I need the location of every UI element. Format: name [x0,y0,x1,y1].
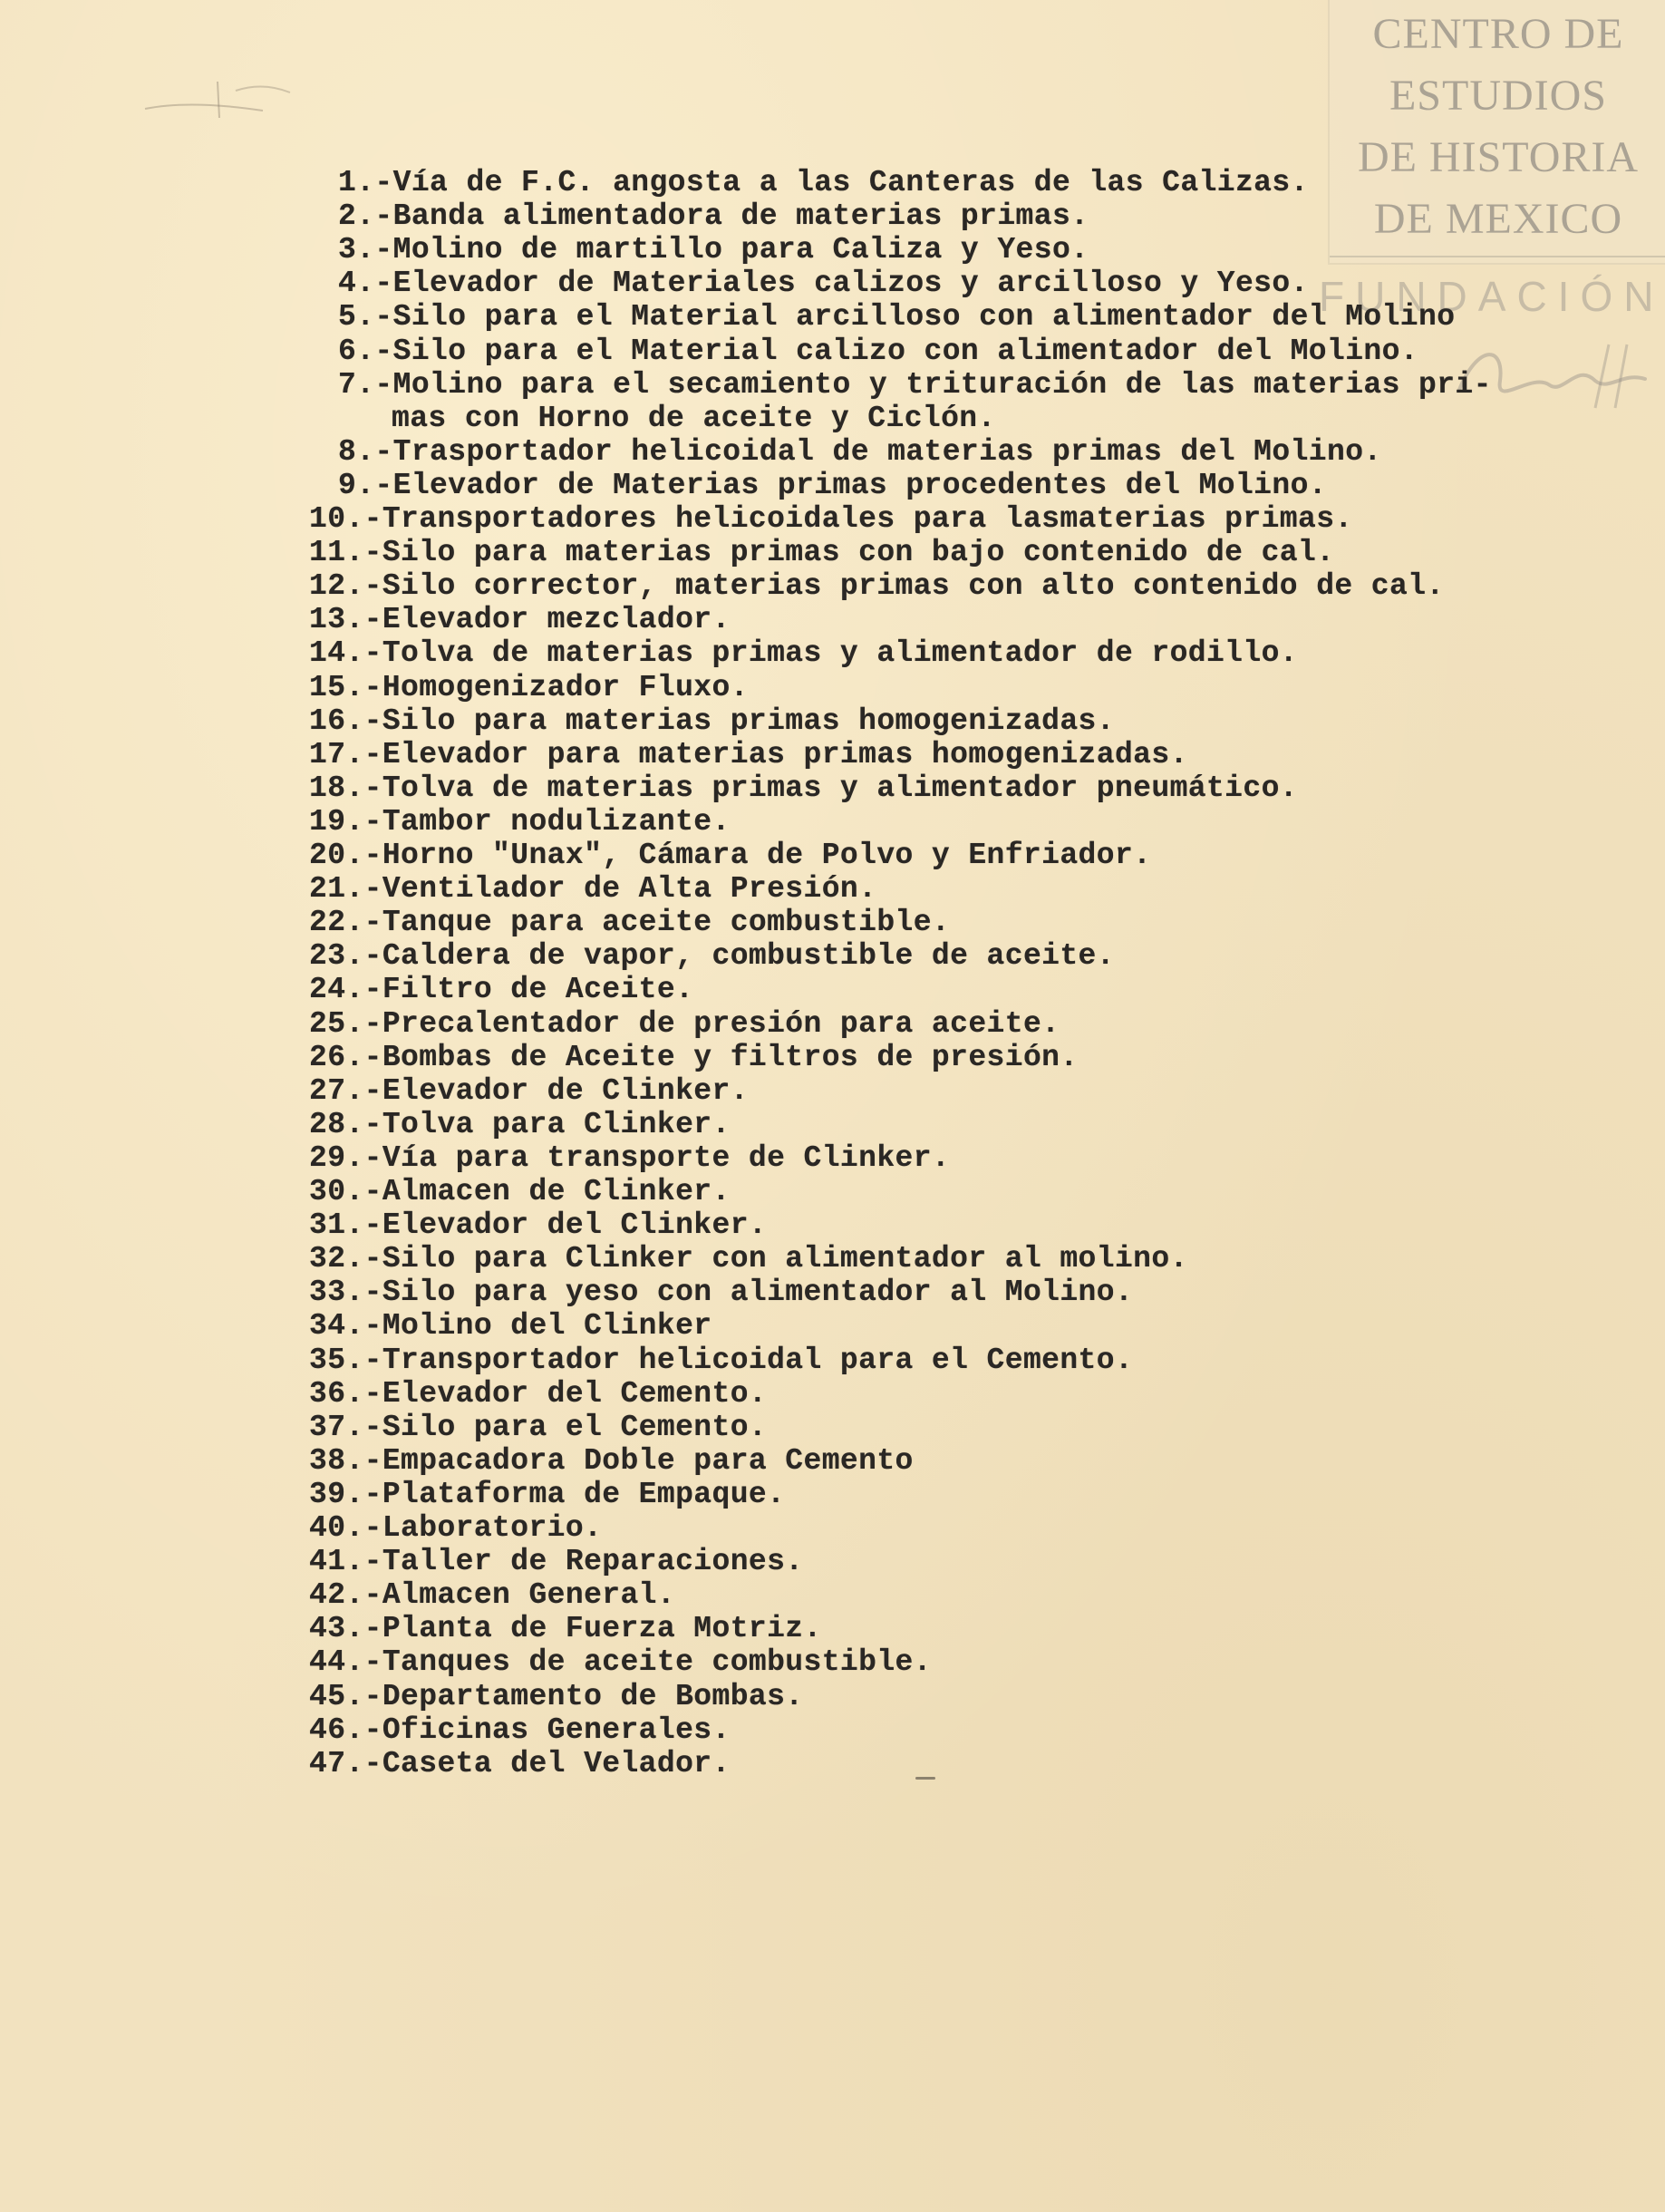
archive-watermark [1328,0,1665,265]
item-number: 38.- [309,1444,382,1478]
list-item [309,1175,731,1208]
list-item [309,569,1445,603]
item-text: Transportadores helicoidales para lasmaterias primas. [382,502,1353,536]
list-item [309,1478,785,1511]
item-number: 13.- [309,603,382,636]
item-number: 44.- [309,1645,382,1679]
item-text: Filtro de Aceite. [382,973,694,1006]
list-item [309,1141,950,1175]
item-text: Silo corrector, materias primas con alto contenido de cal. [382,569,1445,603]
watermark-rule [1330,256,1665,257]
list-item [309,1007,1060,1041]
item-number: 23.- [309,939,382,973]
item-text: Laboratorio. [382,1511,603,1545]
item-text: Almacen General. [382,1578,676,1612]
item-text: Molino de martillo para Caliza y Yeso. [392,233,1089,267]
item-number: 33.- [309,1276,382,1309]
list-item [309,1344,1133,1377]
item-text: Tanque para aceite combustible. [382,906,951,939]
item-text: Silo para materias primas con bajo contenido de cal. [382,536,1335,569]
list-item [309,1208,767,1242]
item-text: Banda alimentadora de materias primas. [392,199,1089,233]
item-number: 26.- [309,1041,382,1074]
item-text: Planta de Fuerza Motriz. [382,1612,822,1645]
list-item [309,1411,767,1444]
item-number: 19.- [309,805,382,839]
list-item [309,973,693,1006]
item-number: 15.- [309,671,382,704]
item-number: 31.- [309,1208,382,1242]
item-number: 34.- [309,1309,382,1343]
item-number: 40.- [309,1511,382,1545]
item-text: Bombas de Aceite y filtros de presión. [382,1041,1079,1074]
item-number: 12.- [309,569,382,603]
list-item [309,1578,675,1612]
item-number: 32.- [309,1242,382,1276]
item-number: 14.- [309,636,382,670]
item-number: 36.- [309,1377,382,1411]
watermark-line-4: DE MEXICO [1373,195,1623,243]
item-number: 42.- [309,1578,382,1612]
list-item [338,166,1309,199]
list-item [309,1074,749,1108]
item-number: 21.- [309,872,382,906]
item-text: Taller de Reparaciones. [382,1545,804,1578]
item-text: Silo para Clinker con alimentador al molino. [382,1242,1188,1276]
watermark-foundation: FUNDACIÓN [1319,273,1665,320]
item-text: Silo para el Material calizo con alimentador del Molino. [392,335,1419,368]
list-item [338,199,1089,233]
item-text: Empacadora Doble para Cemento [382,1444,914,1478]
item-number: 45.- [309,1680,382,1713]
item-number: 28.- [309,1108,382,1141]
item-number: 17.- [309,738,382,771]
watermark-line-2: ESTUDIOS [1389,72,1607,120]
item-text: Molino para el secamiento y trituración de las materias pri- [392,368,1492,402]
item-text: Elevador de Materias primas procedentes del Molino. [392,469,1327,502]
list-item [309,805,731,839]
list-item [309,1108,731,1141]
item-text: Horno "Unax", Cámara de Polvo y Enfriador. [382,839,1152,872]
list-item [338,469,1327,502]
item-number: 47.- [309,1747,382,1780]
item-text: Silo para el Material arcilloso con alimentador del Molino [392,300,1456,334]
list-item [309,1645,932,1679]
item-number: 35.- [309,1344,382,1377]
item-number: 25.- [309,1007,382,1041]
item-number: 43.- [309,1612,382,1645]
item-number: 2.- [338,199,393,233]
list-item [309,939,1115,973]
item-text: Silo para yeso con alimentador al Molino. [382,1276,1134,1309]
list-item [309,771,1298,805]
item-number: 3.- [338,233,393,267]
item-text: Tolva de materias primas y alimentador pneumático. [382,771,1298,805]
item-text: Vía para transporte de Clinker. [382,1141,951,1175]
item-text: Tolva de materias primas y alimentador de rodillo. [382,636,1298,670]
item-number: 20.- [309,839,382,872]
list-item [309,1041,1079,1074]
list-item [309,636,1298,670]
item-text: Silo para materias primas homogenizadas. [382,704,1115,738]
item-text: Plataforma de Empaque. [382,1478,786,1511]
item-number: 11.- [309,536,382,569]
pencil-mark [136,54,317,127]
item-text: Ventilador de Alta Presión. [382,872,877,906]
item-text: Vía de F.C. angosta a las Canteras de las Calizas. [392,166,1309,199]
item-text: Precalentador de presión para aceite. [382,1007,1060,1041]
item-text: Elevador para materias primas homogenizadas. [382,738,1188,771]
item-text: Molino del Clinker [382,1309,712,1343]
list-item [338,267,1309,300]
item-text: Departamento de Bombas. [382,1680,804,1713]
item-number: 10.- [309,502,382,536]
list-item [309,906,950,939]
item-number: 24.- [309,973,382,1006]
item-number: 4.- [338,267,393,300]
list-item [338,435,1382,469]
list-item [309,1713,731,1747]
watermark-line-3: DE HISTORIA [1357,133,1640,181]
item-text: Elevador de Clinker. [382,1074,749,1108]
item-number: 5.- [338,300,393,334]
list-item [338,335,1418,368]
list-item [309,1612,822,1645]
item-text: Transportador helicoidal para el Cemento. [382,1344,1134,1377]
item-number: 27.- [309,1074,382,1108]
ink-smudge [915,1777,935,1780]
item-number: 30.- [309,1175,382,1208]
item-number: 29.- [309,1141,382,1175]
item-text: Elevador de Materiales calizos y arcilloso y Yeso. [392,267,1309,300]
item-text: Elevador del Cemento. [382,1377,768,1411]
list-item [309,738,1188,771]
item-number: 39.- [309,1478,382,1511]
item-text: Almacen de Clinker. [382,1175,731,1208]
item-number: 37.- [309,1411,382,1444]
list-item [309,1444,914,1478]
item-text: Trasportador helicoidal de materias primas del Molino. [392,435,1382,469]
item-number: 16.- [309,704,382,738]
item-number: 41.- [309,1545,382,1578]
watermark-line-1: CENTRO DE [1372,10,1624,58]
item-text: Silo para el Cemento. [382,1411,768,1444]
item-text: Caldera de vapor, combustible de aceite. [382,939,1115,973]
list-item [309,704,1115,738]
list-item [309,1747,731,1780]
item-number: 22.- [309,906,382,939]
item-number: 18.- [309,771,382,805]
item-number: 1.- [338,166,393,199]
list-item [309,1309,712,1343]
list-item [309,603,731,636]
list-item [338,233,1089,267]
item-text: Elevador del Clinker. [382,1208,768,1242]
list-item [309,536,1334,569]
item-text: Tolva para Clinker. [382,1108,731,1141]
item-text-continuation: mas con Horno de aceite y Ciclón. [392,402,996,435]
list-item [309,1242,1188,1276]
item-text: Elevador mezclador. [382,603,731,636]
list-item [309,1545,804,1578]
item-text: Homogenizador Fluxo. [382,671,749,704]
list-item [338,300,1455,334]
item-number: 9.- [338,469,393,502]
list-item [309,671,749,704]
list-item [309,872,876,906]
item-number: 8.- [338,435,393,469]
item-text: Caseta del Velador. [382,1747,731,1780]
list-item [309,1680,804,1713]
item-number: 46.- [309,1713,382,1747]
list-item [338,368,1492,402]
item-number: 6.- [338,335,393,368]
list-item [309,1377,767,1411]
list-item [309,839,1151,872]
item-text: Oficinas Generales. [382,1713,731,1747]
item-text: Tanques de aceite combustible. [382,1645,932,1679]
item-text: Tambor nodulizante. [382,805,731,839]
list-item [309,1276,1133,1309]
list-item [309,502,1353,536]
list-item [309,1511,602,1545]
item-number: 7.- [338,368,393,402]
